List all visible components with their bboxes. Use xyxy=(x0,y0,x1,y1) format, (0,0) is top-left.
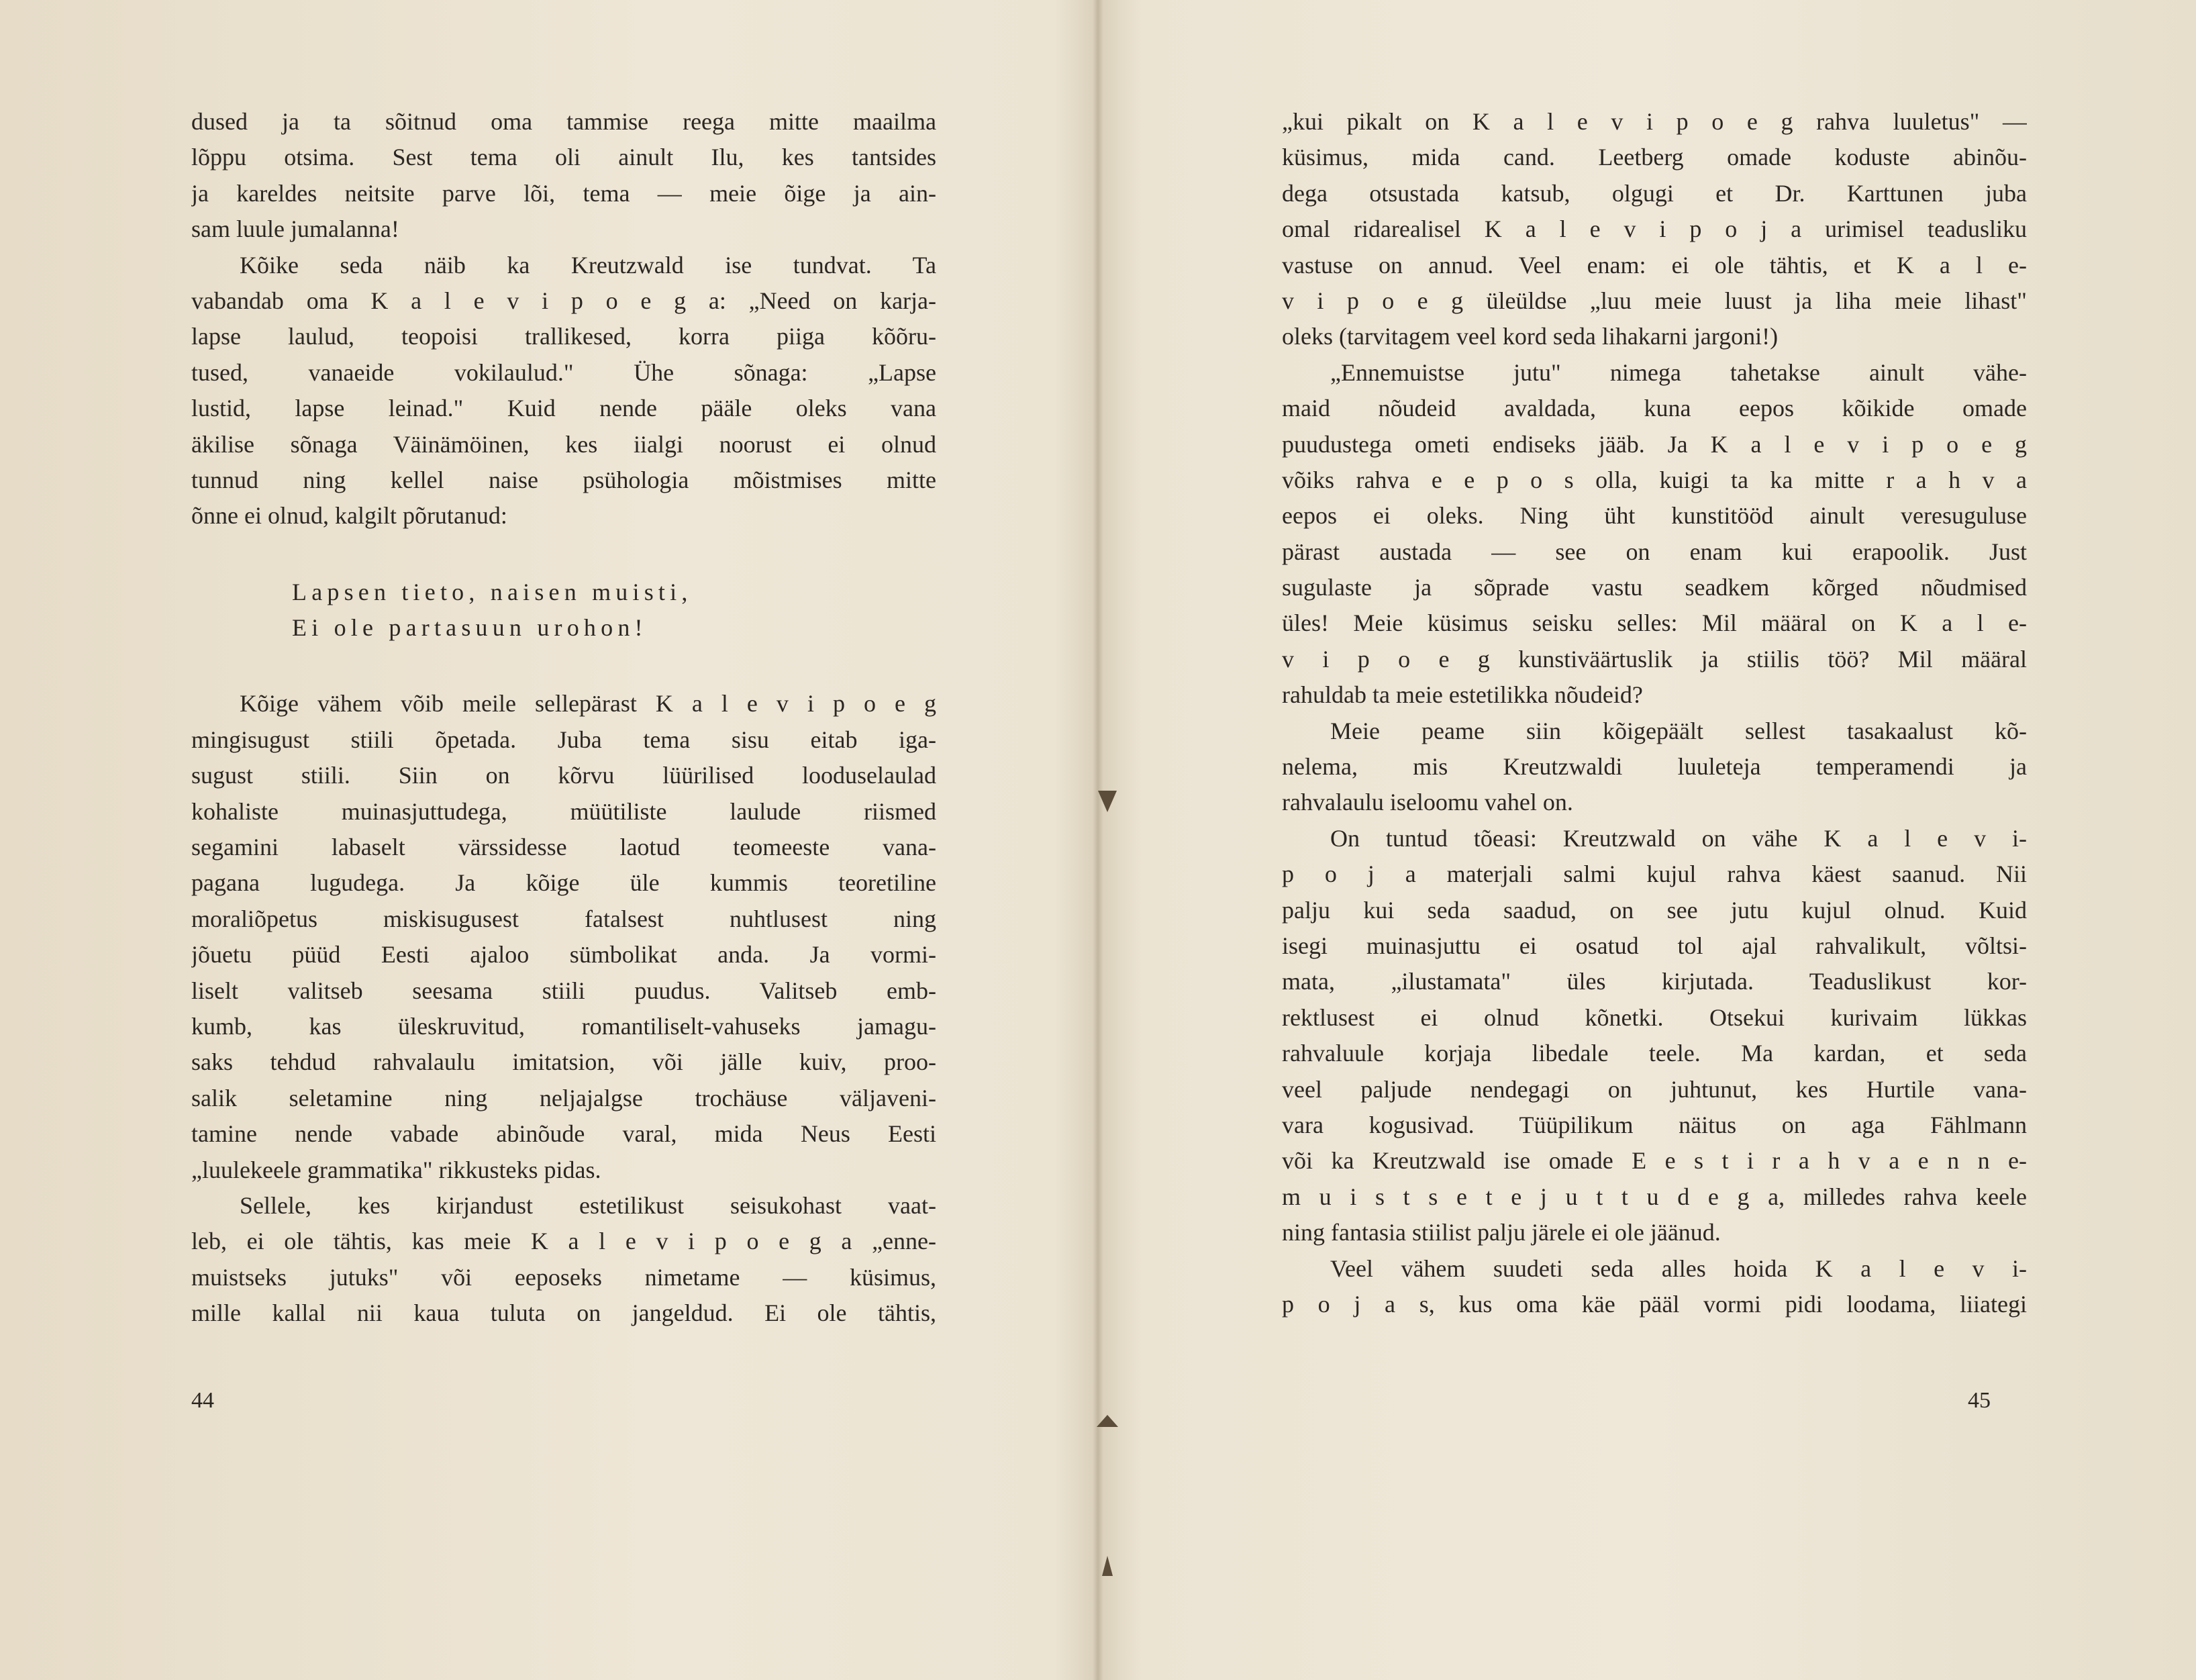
text-line: „kui pikalt on K a l e v i p o e g rahva luuletus" — xyxy=(1282,108,2027,135)
gutter-ornament xyxy=(1102,1556,1113,1576)
text-line: tused, vanaeide vokilaulud." Ühe sõnaga: „Lapse xyxy=(191,358,936,386)
text-line: Veel vähem suudeti seda alles hoida K a l e v i- xyxy=(1330,1254,2027,1282)
text-line: liselt valitseb seesama stiili puudus. Valitseb emb- xyxy=(191,977,936,1004)
text-line: „Ennemuistse jutu" nimega tahetakse ainult vähe- xyxy=(1330,358,2027,386)
text-line: vabandab oma K a l e v i p o e g a: „Need on karja- xyxy=(191,287,936,314)
text-line: puudustega ometi endiseks jääb. Ja K a l e v i p o e g xyxy=(1282,430,2027,458)
text-line: rahuldab ta meie estetilikka nõudeid? xyxy=(1282,681,1643,709)
text-line: veel paljude nendegagi on juhtunut, kes Hurtile vana- xyxy=(1282,1075,2027,1103)
text-line: võiks rahva e e p o s olla, kuigi ta ka mitte r a h v a xyxy=(1282,466,2027,493)
text-line: rahvaluule korjaja libedale teele. Ma kardan, et seda xyxy=(1282,1040,2027,1067)
text-line: vastuse on annud. Veel enam: ei ole tähtis, et K a l e- xyxy=(1282,251,2027,279)
text-line: Sellele, kes kirjandust estetilikust seisukohast vaat- xyxy=(240,1191,936,1219)
text-line: maid nõudeid avaldada, kuna eepos kõikide omade xyxy=(1282,395,2027,422)
text-line: pagana lugudega. Ja kõige üle kummis teoretiline xyxy=(191,869,936,897)
text-line: kohaliste muinasjuttudega, müütiliste laulude riismed xyxy=(191,797,936,825)
text-line: oleks (tarvitagem veel kord seda lihakarni jargoni!) xyxy=(1282,323,1779,350)
text-line: p o j a materjali salmi kujul rahva käest saanud. Nii xyxy=(1282,860,2027,888)
text-line: mingisugust stiili õpetada. Juba tema sisu eitab iga- xyxy=(191,726,936,753)
text-line: segamini labaselt värssidesse laotud teomeeste vana- xyxy=(191,834,936,861)
page-number-left: 44 xyxy=(191,1388,214,1413)
text-line: muistseks jutuks" või eeposeks nimetame — küsimus, xyxy=(191,1263,936,1291)
text-line: Kõige vähem võib meile sellepärast K a l e v i p o e g xyxy=(240,690,936,718)
text-line: üles! Meie küsimus seisku selles: Mil määral on K a l e- xyxy=(1282,609,2027,637)
verse-quote xyxy=(191,575,936,646)
text-line: „luulekeele grammatika" rikkusteks pidas. xyxy=(191,1156,601,1183)
text-line: dused ja ta sõitnud oma tammise reega mitte maailma xyxy=(191,108,936,135)
page-number-right: 45 xyxy=(1968,1388,1991,1413)
text-line: kumb, kas üleskruvitud, romantiliselt-vahuseks jamagu- xyxy=(191,1012,936,1040)
text-line: sam luule jumalanna! xyxy=(191,215,399,243)
text-line: On tuntud tõeasi: Kreutzwald on vähe K a l e v i- xyxy=(1330,824,2027,852)
text-line: mata, „ilustamata" üles kirjutada. Teaduslikust kor- xyxy=(1282,968,2027,995)
verse-line: Lapsen tieto, naisen muisti, xyxy=(292,578,693,605)
text-line: Meie peame siin kõigepäält sellest tasakaalust kõ- xyxy=(1330,717,2027,744)
text-line: sugulaste ja sõprade vastu seadkem kõrged nõudmised xyxy=(1282,574,2027,601)
text-line: moraliõpetus miskisugusest fatalsest nuhtlusest ning xyxy=(191,905,936,932)
text-line: ja kareldes neitsite parve lõi, tema — meie õige ja ain- xyxy=(191,179,936,207)
text-line: äkilise sõnaga Väinämöinen, kes iialgi noorust ei olnud xyxy=(191,430,936,458)
right-page xyxy=(1282,104,2027,1322)
left-page xyxy=(191,104,936,1332)
text-line: või ka Kreutzwald ise omade E e s t i r a h v a e n n e- xyxy=(1282,1147,2027,1175)
text-line: p o j a s, kus oma käe pääl vormi pidi loodama, liiategi xyxy=(1282,1290,2027,1318)
left-paragraphs-continued xyxy=(191,686,936,1331)
text-line: tamine nende vabade abinõude varal, mida Neus Eesti xyxy=(191,1120,936,1148)
text-line: küsimus, mida cand. Leetberg omade koduste abinõu- xyxy=(1282,144,2027,171)
right-paragraphs xyxy=(1282,104,2027,1322)
text-line: eepos ei oleks. Ning üht kunstitööd ainult veresuguluse xyxy=(1282,502,2027,530)
text-line: ning fantasia stiilist palju järele ei ole jäänud. xyxy=(1282,1219,1721,1246)
text-line: pärast austada — see on enam kui erapoolik. Just xyxy=(1282,538,2027,565)
text-line: Kõike seda näib ka Kreutzwald ise tundvat. Ta xyxy=(240,251,936,279)
text-line: lõppu otsima. Sest tema oli ainult Ilu, kes tantsides xyxy=(191,144,936,171)
text-line: salik seletamine ning neljajalgse trochäuse väljaveni- xyxy=(191,1084,936,1111)
text-line: jõuetu püüd Eesti ajaloo sümbolikat anda. Ja vormi- xyxy=(191,941,936,969)
text-line: nelema, mis Kreutzwaldi luuleteja temperamendi ja xyxy=(1282,753,2027,781)
text-line: omal ridarealisel K a l e v i p o j a urimisel teadusliku xyxy=(1282,215,2027,243)
text-line: m u i s t s e t e j u t t u d e g a, milledes rahva keele xyxy=(1282,1183,2027,1210)
text-line: v i p o e g kunstiväärtuslik ja stiilis töö? Mil määral xyxy=(1282,645,2027,673)
verse-gap xyxy=(191,534,936,575)
gutter-ornament xyxy=(1097,1415,1118,1427)
text-line: dega otsustada katsub, olgugi et Dr. Karttunen juba xyxy=(1282,179,2027,207)
text-line: isegi muinasjuttu ei osatud tol ajal rahvalikult, võltsi- xyxy=(1282,932,2027,959)
verse-gap xyxy=(191,646,936,686)
verse-line: Ei ole partasuun urohon! xyxy=(292,614,648,642)
text-line: tunnud ning kellel naise psühologia mõistmises mitte xyxy=(191,466,936,493)
text-line: sugust stiili. Siin on kõrvu lüürilised looduselaulad xyxy=(191,762,936,789)
text-line: lapse laulud, teopoisi trallikesed, korra piiga kõõru- xyxy=(191,323,936,350)
text-line: lustid, lapse leinad." Kuid nende pääle oleks vana xyxy=(191,395,936,422)
gutter-ornament xyxy=(1098,791,1117,812)
book-gutter xyxy=(1093,0,1103,1680)
left-paragraphs xyxy=(191,104,936,534)
text-line: rektlusest ei olnud kõnetki. Otsekui kurivaim lükkas xyxy=(1282,1003,2027,1031)
text-line: palju kui seda saadud, on see jutu kujul olnud. Kuid xyxy=(1282,896,2027,924)
text-line: leb, ei ole tähtis, kas meie K a l e v i p o e g a „enne- xyxy=(191,1228,936,1255)
text-line: õnne ei olnud, kalgilt põrutanud: xyxy=(191,502,507,530)
text-line: mille kallal nii kaua tuluta on jangeldud. Ei ole tähtis, xyxy=(191,1299,936,1327)
text-line: vara kogusivad. Tüüpilikum näitus on aga Fählmann xyxy=(1282,1111,2027,1138)
text-line: v i p o e g üleüldse „luu meie luust ja liha meie lihast" xyxy=(1282,287,2027,314)
text-line: saks tehdud rahvalaulu imitatsion, või jälle kuiv, proo- xyxy=(191,1048,936,1076)
text-line: rahvalaulu iseloomu vahel on. xyxy=(1282,789,1573,816)
